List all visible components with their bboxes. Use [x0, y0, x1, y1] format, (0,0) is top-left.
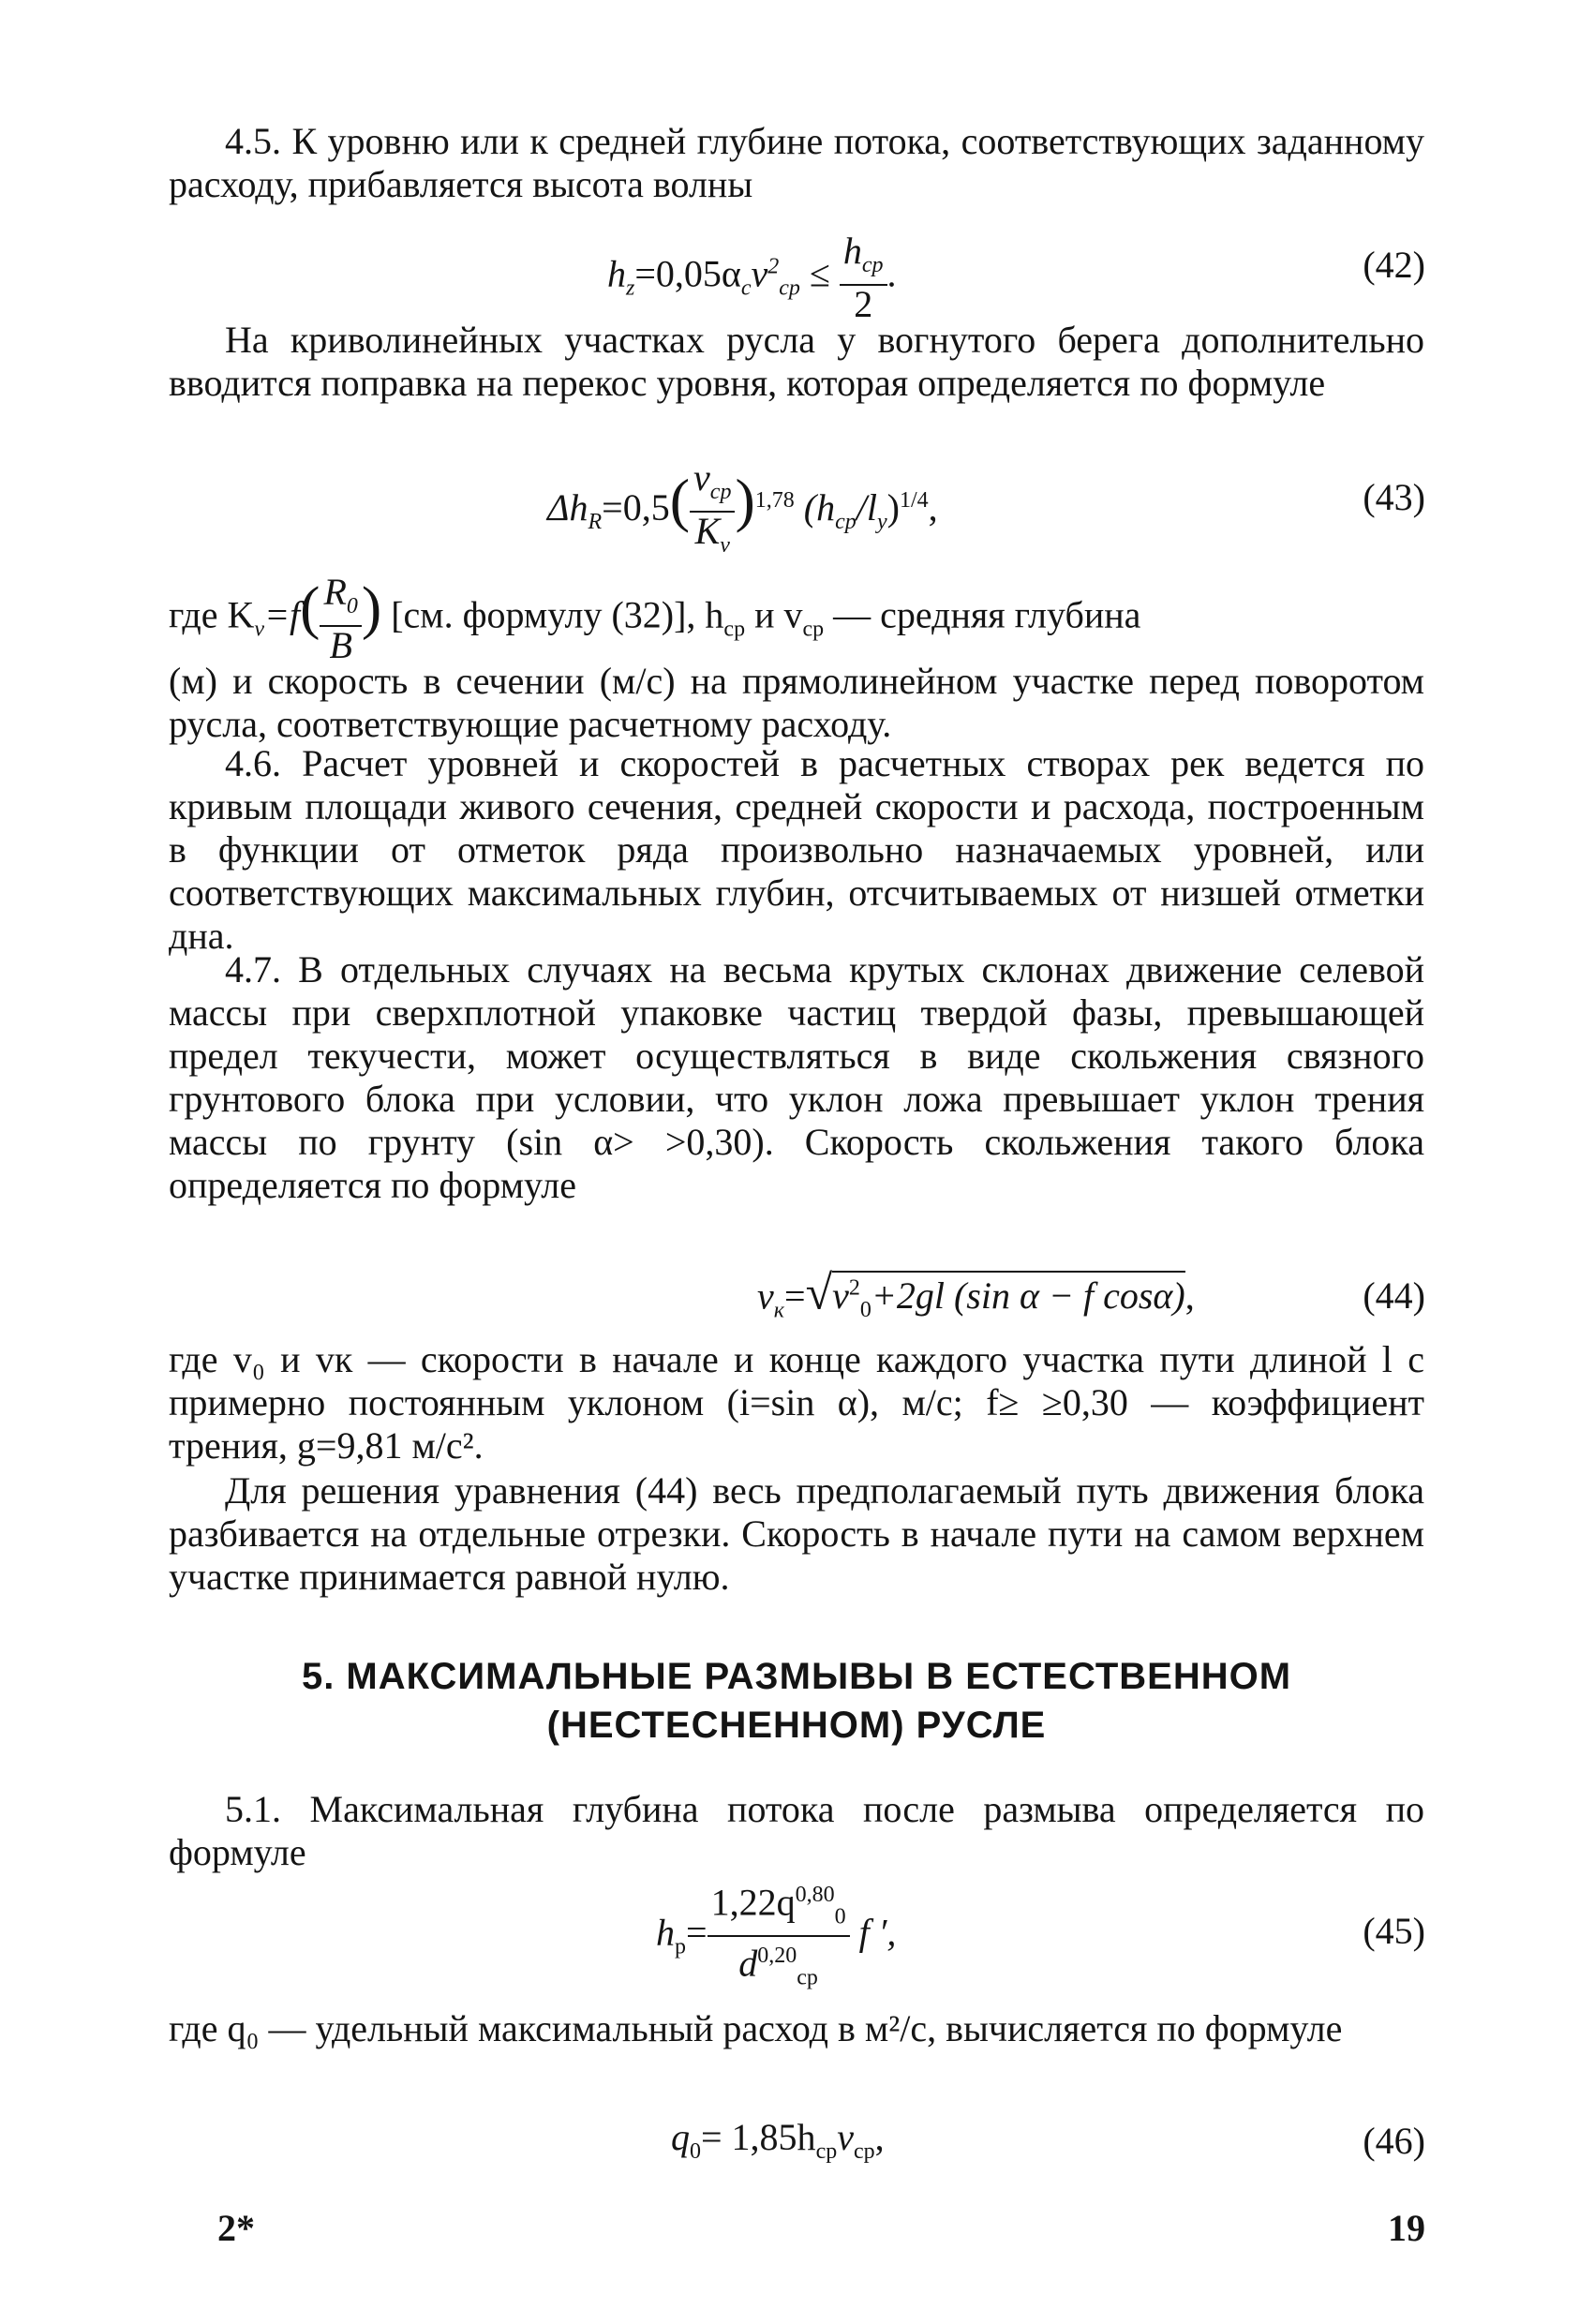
equation-44: $v_к=√v^2_0+2gl$ (sin α − f cosα),	[757, 1266, 1195, 1323]
where-45: где q₀ — удельный максимальный расход в м²/с, вычисляется по формуле	[169, 2007, 1343, 2049]
equation-43: $\Delta h_R=0,5$( $\frac{v_{cp}}{K_v}$ )$^{1,78}$ $(h_{cp}/l_y)^{1/4}$,	[547, 456, 938, 558]
where-43-first-line: где $K_v=f$( $\frac{R_0}{B}$ ) [см. формулу (32)], $h_{cp}$ и $v_{cp}$ — средняя глубина	[169, 571, 1141, 666]
section-heading-line-1: 5. МАКСИМАЛЬНЫЕ РАЗМЫВЫ В ЕСТЕСТВЕННОМ	[301, 1656, 1292, 1697]
equation-45: $h_p=$ $\frac{1,22q^{0,80}_0}{d^{0,20}_{cp}}$ f ′,	[656, 1876, 896, 1997]
equation-number-45: (45)	[1363, 1910, 1425, 1952]
where-44: где v₀ и vк — скорости в начале и конце каждого участка пути длиной l с примерно постоянным уклоном (i=sin α), м/с; f≥ ≥0,30 — коэффициент трения, g=9,81 м/с².	[169, 1338, 1424, 1467]
equation-42: $h_z=0,05\alpha_cv^2_{cp}$ ≤ $\frac{h_{cp}}{2}$ .	[607, 230, 897, 325]
equation-number-43: (43)	[1363, 476, 1425, 518]
paragraph-solve: Для решения уравнения (44) весь предполагаемый путь движения блока разбивается на отдельные отрезки. Скорость в начале пути на самом верхнем участке принимается равной нулю.	[169, 1469, 1424, 1598]
paragraph-curved-sections: На криволинейных участках русла у вогнутого берега дополнительно вводится поправка на перекос уровня, которая определяется по формуле	[169, 319, 1424, 404]
equation-number-46: (46)	[1363, 2120, 1425, 2162]
where-43-rest: (м) и скорость в сечении (м/с) на прямолинейном участке перед поворотом русла, соответствующие расчетному расходу.	[169, 660, 1424, 745]
paragraph-4-7: 4.7. В отдельных случаях на весьма крутых склонах движение селевой массы при сверхплотной упаковке частиц твердой фазы, превышающей предел текучести, может осуществляться в виде скольжения связного грунтового блока при условии, что уклон ложа превышает уклон трения массы по грунту (sin α> >0,30). Скорость скольжения такого блока определяется по формуле	[169, 948, 1424, 1206]
paragraph-4-5: 4.5. К уровню или к средней глубине потока, соответствующих заданному расходу, прибавляется высота волны	[169, 120, 1424, 205]
paragraph-4-6: 4.6. Расчет уровней и скоростей в расчетных створах рек ведется по кривым площади живого сечения, средней скорости и расхода, построенным в функции от отметок ряда произвольно назначаемых уровней, или соответствующих максимальных глубин, отсчитываемых от низшей отметки дна.	[169, 742, 1424, 957]
page-number: 19	[1388, 2207, 1425, 2249]
equation-number-44: (44)	[1363, 1274, 1425, 1317]
equation-46: $q_0= 1,85h_{cp}v_{cp}$,	[671, 2116, 885, 2164]
signature-mark: 2*	[217, 2207, 255, 2249]
section-heading-line-2: (НЕСТЕСНЕННОМ) РУСЛЕ	[546, 1705, 1047, 1746]
paragraph-5-1: 5.1. Максимальная глубина потока после размыва определяется по формуле	[169, 1788, 1424, 1873]
equation-number-42: (42)	[1363, 244, 1425, 286]
